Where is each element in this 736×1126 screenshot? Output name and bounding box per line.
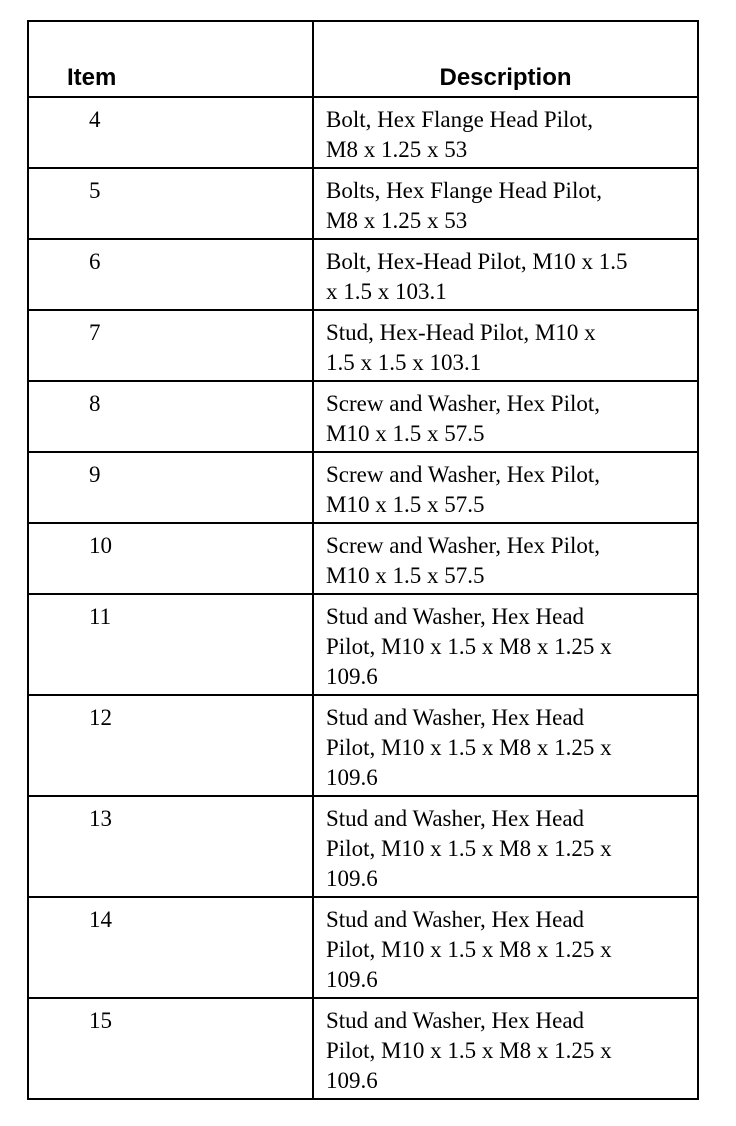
description-line: 109.6 [326, 967, 378, 992]
table-row [28, 796, 698, 897]
table-row [28, 998, 698, 1099]
description-cell [313, 310, 698, 381]
table-row [28, 168, 698, 239]
description-line: Stud, Hex-Head Pilot, M10 x [326, 320, 596, 345]
table-row [28, 310, 698, 381]
description-line: x 1.5 x 103.1 [326, 279, 447, 304]
description-cell [313, 239, 698, 310]
description-line: Bolt, Hex Flange Head Pilot, [326, 107, 594, 132]
description-cell [313, 695, 698, 796]
description-line: M10 x 1.5 x 57.5 [326, 563, 485, 588]
description-cell [313, 452, 698, 523]
item-number-cell: 10 [28, 523, 313, 594]
description-line: M10 x 1.5 x 57.5 [326, 421, 485, 446]
item-column-header: Item [28, 21, 313, 97]
item-number-cell: 8 [28, 381, 313, 452]
parts-table [27, 20, 699, 1100]
item-number-cell: 12 [28, 695, 313, 796]
item-number-cell: 14 [28, 897, 313, 998]
description-cell [313, 97, 698, 168]
description-cell [313, 594, 698, 695]
description-cell [313, 168, 698, 239]
description-line: M8 x 1.25 x 53 [326, 208, 468, 233]
description-cell [313, 796, 698, 897]
table-row [28, 452, 698, 523]
description-line: 109.6 [326, 866, 378, 891]
item-number-cell: 11 [28, 594, 313, 695]
table-row [28, 97, 698, 168]
table-row [28, 239, 698, 310]
description-line: Pilot, M10 x 1.5 x M8 x 1.25 x [326, 634, 612, 659]
table-row [28, 897, 698, 998]
description-line: M10 x 1.5 x 57.5 [326, 492, 485, 517]
header-row [28, 21, 698, 97]
description-line: Pilot, M10 x 1.5 x M8 x 1.25 x [326, 836, 612, 861]
table-row [28, 523, 698, 594]
table-body [28, 97, 698, 1099]
item-number-cell: 15 [28, 998, 313, 1099]
item-number-cell: 4 [28, 97, 313, 168]
table-row [28, 695, 698, 796]
description-line: Pilot, M10 x 1.5 x M8 x 1.25 x [326, 735, 612, 760]
description-line: 109.6 [326, 1068, 378, 1093]
description-line: Stud and Washer, Hex Head [326, 1008, 585, 1033]
description-line: M8 x 1.25 x 53 [326, 137, 468, 162]
description-line: Screw and Washer, Hex Pilot, [326, 391, 601, 416]
description-cell [313, 381, 698, 452]
description-line: 109.6 [326, 664, 378, 689]
item-number-cell: 6 [28, 239, 313, 310]
item-number-cell: 9 [28, 452, 313, 523]
description-line: Bolt, Hex-Head Pilot, M10 x 1.5 [326, 249, 628, 274]
description-cell [313, 897, 698, 998]
description-line: Stud and Washer, Hex Head [326, 907, 585, 932]
description-cell [313, 998, 698, 1099]
description-line: Pilot, M10 x 1.5 x M8 x 1.25 x [326, 937, 612, 962]
table-row [28, 594, 698, 695]
description-line: Screw and Washer, Hex Pilot, [326, 462, 601, 487]
item-number-cell: 7 [28, 310, 313, 381]
item-number-cell: 13 [28, 796, 313, 897]
description-line: 109.6 [326, 765, 378, 790]
description-line: Stud and Washer, Hex Head [326, 705, 585, 730]
item-number-cell: 5 [28, 168, 313, 239]
description-column-header: Description [313, 21, 698, 97]
description-cell [313, 523, 698, 594]
description-line: Pilot, M10 x 1.5 x M8 x 1.25 x [326, 1038, 612, 1063]
description-line: 1.5 x 1.5 x 103.1 [326, 350, 482, 375]
description-line: Screw and Washer, Hex Pilot, [326, 533, 601, 558]
description-line: Bolts, Hex Flange Head Pilot, [326, 178, 602, 203]
table-row [28, 381, 698, 452]
description-line: Stud and Washer, Hex Head [326, 604, 585, 629]
description-line: Stud and Washer, Hex Head [326, 806, 585, 831]
